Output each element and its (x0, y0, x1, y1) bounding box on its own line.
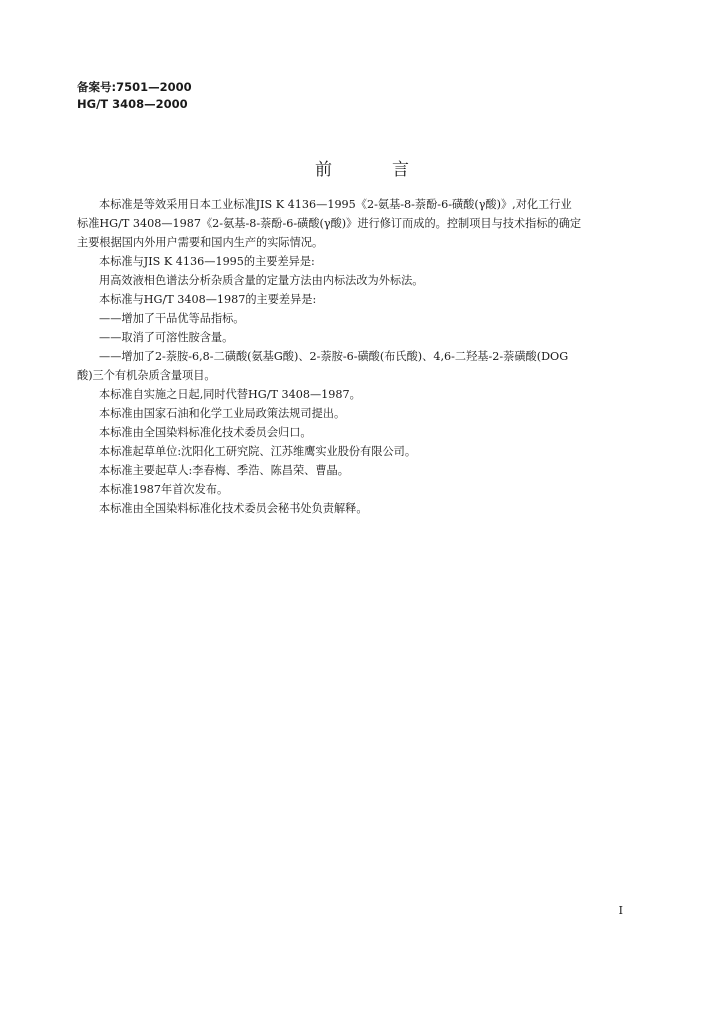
paragraph-line: 本标准与HG/T 3408—1987的主要差异是: (99, 293, 317, 306)
list-item: ——取消了可溶性胺含量。 (99, 331, 234, 344)
paragraph-line: 本标准自实施之日起,同时代替HG/T 3408—1987。 (99, 388, 361, 401)
list-item: ——增加了干品优等品指标。 (99, 312, 245, 325)
paragraph-line: 本标准由全国染料标准化技术委员会秘书处负责解释。 (99, 502, 368, 515)
paragraph-line: 本标准是等效采用日本工业标准JIS K 4136—1995《2-氨基-8-萘酚-6-磺酸(γ酸)》,对化工行业 (99, 198, 572, 211)
paragraph-line: 用高效液相色谱法分析杂质含量的定量方法由内标法改为外标法。 (99, 274, 424, 287)
paragraph-line: 本标准1987年首次发布。 (99, 483, 229, 496)
page-title: 前言 (315, 160, 469, 180)
paragraph-line: 本标准起草单位:沈阳化工研究院、江苏维鹰实业股份有限公司。 (99, 445, 417, 458)
paragraph-line: 酸)三个有机杂质含量项目。 (77, 369, 216, 382)
paragraph-line: 本标准主要起草人:李春梅、季浩、陈昌荣、曹晶。 (99, 464, 349, 477)
list-item: ——增加了2-萘胺-6,8-二磺酸(氨基G酸)、2-萘胺-6-磺酸(布氏酸)、4,6-二羟基-2-萘磺酸(DOG (99, 350, 569, 363)
paragraph-line: 本标准由国家石油和化学工业局政策法规司提出。 (99, 407, 346, 420)
document-header (77, 79, 192, 113)
paragraph-line: 本标准由全国染料标准化技术委员会归口。 (99, 426, 312, 439)
paragraph-line: 本标准与JIS K 4136—1995的主要差异是: (99, 255, 315, 268)
standard-code: HG/T 3408—2000 (77, 97, 188, 111)
paragraph-line: 标准HG/T 3408—1987《2-氨基-8-萘酚-6-磺酸(γ酸)》进行修订而成的。控制项目与技术指标的确定 (77, 217, 582, 230)
record-number: 备案号:7501—2000 (77, 80, 192, 94)
document-body (77, 195, 643, 518)
page-number: I (618, 904, 623, 917)
paragraph-line: 主要根据国内外用户需要和国内生产的实际情况。 (77, 236, 324, 249)
